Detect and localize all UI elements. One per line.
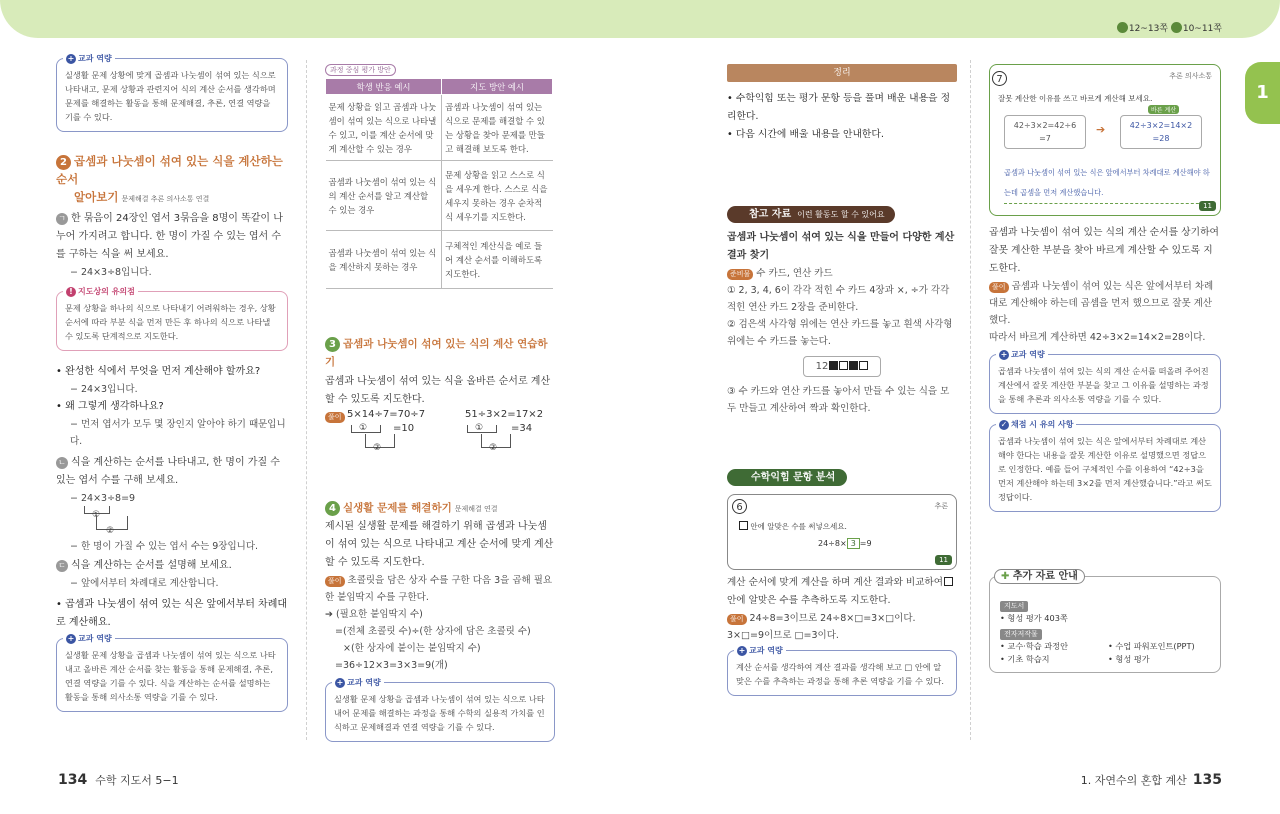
summary-bar: 정리 xyxy=(727,64,957,82)
card-expression: 12 xyxy=(803,356,882,377)
caution-box: ! 지도상의 유의점 문제 상황을 하나의 식으로 나타내기 어려워하는 경우, 상황 순서에 따라 부분 식을 먼저 만든 후 하나의 식으로 나타낼 수 있도록 단계적으로 지도한다. xyxy=(56,291,288,351)
arrow-icon: ➔ xyxy=(1096,123,1106,136)
grading-box: ✓ 채점 시 유의 사항 곱셈과 나눗셈이 섞여 있는 식은 앞에서부터 차례대로 계산해야 한다는 내용을 잘못 계산한 이유로 설명했으면 정답으로 인정한다. 예를 들어 구체적인 수를 이용하여 “42÷3을 먼저 계산해야 하는데 3×2를 먼저 계산했습니다.”라고 써도 정답이다. xyxy=(989,424,1221,512)
eval-tag: 과정 중심 평가 방안 xyxy=(325,64,396,76)
chapter-tab: 1 xyxy=(1245,62,1280,124)
textbook-icon xyxy=(1117,22,1128,33)
middle-column: 과정 중심 평가 방안 학생 반응 예시 지도 방안 예시 문제 상황을 읽고 곱셈과 나눗셈이 섞여 있는 식으로 나타낼 수 있고, 이를 계산 순서에 맞게 계산할 수 있는 경우 곱셈과 나눗셈이 섞여 있는 식으로 문제를 해결할 수 있는 상황을 찾아 문제를 만들고 해결해 보도록 한다. 곱셈과 나눗셈이 섞여 있는 식의 계산 순서를 알고 계산할 수 있는 경우 문제 상황을 읽고 스스로 식을 세우게 한다. 스스로 식을 세우지 못하는 경우 순차적 식 세우기를 지도한다. 곱셈과 나눗셈이 섞여 있는 식을 계산하지 못하는 경우 구체적인 계산식을 예로 들어 계산 순서를 이해하도록 지도한다. 3 곱셈과 나눗셈이 섞여 있는 식의 계산 연습하기 곱셈과 나눗셈이 섞여 있는 식을 올바른 순서로 계산할 수 있도록 지도한다. 풀이 5×14÷7=70÷7 ① =10 ② 51÷3×2=17×2 ① =34 ② 4 실생활 문제를 해결하기 문제해결 연결 제시된 실생활 문제를 해결하기 위해 곱셈과 나눗셈이 섞여 있는 식으로 나타내고 계산 순서에 맞게 계산할 수 있도록 지도한다. 풀이 초콜릿을 담은 상자 수를 구한 다음 3을 곱해 필요한 붙임딱지 수를 구한다. ➔ (필요한 붙임딱지 수) =(전체 초콜릿 수)÷(한 상자에 담은 초콜릿 수) ×(한 상자에 붙이는 붙임딱지 수) =36÷12×3=3×3=9(개) + 교과 역량 실생활 문제 상황을 곱셈과 나눗셈이 섞여 있는 식으로 나타내어 문제를 해결하는 과정을 통해 수학의 실용적 가치를 인식하고 문제해결과 연결 역량을 기를 수 있다. xyxy=(325,64,555,742)
competency-box: + 교과 역량 실생활 문제 상황을 곱셈과 나눗셈이 섞여 있는 식으로 나타내고 올바른 계산 순서를 찾는 활동을 통해 문제해결, 추론, 연결 역량을 기를 수 있다. 식을 계산하는 순서를 설명하는 활동을 통해 의사소통 역량을 기를 수 있다. xyxy=(56,638,288,712)
summary-column: 정리 • 수학익힘 또는 평가 문항 등을 풀며 배운 내용을 정리한다. • 다음 시간에 배울 내용을 안내한다. 참고 자료 이런 활동도 할 수 있어요 곱셈과 나눗셈이 섞여 있는 식을 만들어 다양한 계산 결과 찾기 준비물 수 카드, 연산 카드 ① 2, 3, 4, 6이 각각 적힌 수 카드 4장과 ×, ÷가 각각 적힌 연산 카드 2장을 준비한다. ② 검은색 사각형 위에는 연산 카드를 놓고 흰색 사각형 위에는 수 카드를 놓는다. 12 ③ 수 카드와 연산 카드를 놓아서 만들 수 있는 식을 모두 만들고 계산하여 짝과 확인한다. 수학익힘 문항 분석 6 추론 안에 알맞은 수를 써넣으세요. 24÷8× 3 =9 11 계산 순서에 맞게 계산을 하며 계산 결과와 비교하여 안에 알맞은 수를 추측하도록 지도한다. 풀이 24÷8=3이므로 24÷8×□=3×□이다. 3×□=9이므로 □=3이다. + 교과 역량 계산 순서를 생각하여 계산 결과를 생각해 보고 □ 안에 알맞은 수를 추측하는 과정을 통해 추론 역량을 기를 수 있다. xyxy=(727,64,957,696)
competency-box: + 교과 역량 실생활 문제 상황에 맞게 곱셈과 나눗셈이 섞여 있는 식으로 나타내고, 문제 상황과 관련지어 식의 계산 순서를 생각하며 문제를 해결하는 활동을 통해 문제해결, 추론, 연결 역량을 기를 수 있다. xyxy=(56,58,288,132)
calc-order-diagram: − 24×3÷8=9 ① ② xyxy=(70,493,136,536)
table-row: 곱셈과 나눗셈이 섞여 있는 식을 계산하지 못하는 경우 구체적인 계산식을 예로 들어 계산 순서를 이해하도록 지도한다. xyxy=(326,231,553,289)
problem-7-box: 7 추론 의사소통 잘못 계산한 이유를 쓰고 바르게 계산해 보세요. 42÷3×2=42÷6 =7 ➔ 바른 계산 42÷3×2=14×2 =28 곱셈과 나눗셈이 섞여 있는 식은 앞에서부터 차례대로 계산해야 하는데 곱셈을 먼저 계산했습니다. 11 xyxy=(989,64,1221,216)
competency-box: + 교과 역량 곱셈과 나눗셈이 섞여 있는 식의 계산 순서를 떠올려 주어진 계산에서 잘못 계산한 부분을 찾고 그 이유를 설명하는 과정을 통해 추론과 의사소통 역량을 기를 수 있다. xyxy=(989,354,1221,414)
page-number-left: 134 수학 지도서 5−1 xyxy=(58,772,179,788)
problem-6-box: 6 추론 안에 알맞은 수를 써넣으세요. 24÷8× 3 =9 11 xyxy=(727,494,957,570)
problem-analysis-bar: 수학익힘 문항 분석 xyxy=(727,469,847,486)
evaluation-table: 학생 반응 예시 지도 방안 예시 문제 상황을 읽고 곱셈과 나눗셈이 섞여 있는 식으로 나타낼 수 있고, 이를 계산 순서에 맞게 계산할 수 있는 경우 곱셈과 나눗셈이 섞여 있는 식으로 문제를 해결할 수 있는 상황을 찾아 문제를 만들고 해결해 보도록 한다. 곱셈과 나눗셈이 섞여 있는 식의 계산 순서를 알고 계산할 수 있는 경우 문제 상황을 읽고 스스로 식을 세우게 한다. 스스로 식을 세우지 못하는 경우 순차적 식 세우기를 지도한다. 곱셈과 나눗셈이 섞여 있는 식을 계산하지 못하는 경우 구체적인 계산식을 예로 들어 계산 순서를 이해하도록 지도한다. xyxy=(325,78,553,289)
workbook-icon xyxy=(1171,22,1182,33)
question-b: ㄴ 식을 계산하는 순서를 나타내고, 한 명이 가질 수 있는 엽서 수를 구해 보세요. xyxy=(56,457,280,486)
page-number-right: 1. 자연수의 혼합 계산 135 xyxy=(1080,772,1222,788)
section-2: 2 곱셈과 나눗셈이 섞여 있는 식을 계산하는 순서 알아보기 문제해결 추론 의사소통 연결 xyxy=(56,154,283,204)
left-column: + 교과 역량 실생활 문제 상황에 맞게 곱셈과 나눗셈이 섞여 있는 식으로 나타내고, 문제 상황과 관련지어 식의 계산 순서를 생각하며 문제를 해결하는 활동을 통해 문제해결, 추론, 연결 역량을 기를 수 있다. 2 곱셈과 나눗셈이 섞여 있는 식을 계산하는 순서 알아보기 문제해결 추론 의사소통 연결 ㄱ 한 묶음이 24장인 엽서 3묶음을 8명이 똑같이 나누어 가지려고 합니다. 한 명이 가질 수 있는 엽서 수를 구하는 식을 써 보세요. − 24×3÷8입니다. ! 지도상의 유의점 문제 상황을 하나의 식으로 나타내기 어려워하는 경우, 상황 순서에 따라 부분 식을 먼저 만든 후 하나의 식으로 나타낼 수 있도록 단계적으로 지도한다. • 완성한 식에서 무엇을 먼저 계산해야 할까요? − 24×3입니다. • 왜 그렇게 생각하나요? − 먼저 엽서가 모두 몇 장인지 알아야 하기 때문입니다. ㄴ 식을 계산하는 순서를 나타내고, 한 명이 가질 수 있는 엽서 수를 구해 보세요. − 24×3÷8=9 ① ② − 한 명이 가질 수 있는 엽서 수는 9장입니다. ㄷ 식을 계산하는 순서를 설명해 보세요. − 앞에서부터 차례대로 계산합니다. • 곱셈과 나눗셈이 섞여 있는 식은 앞에서부터 차례대로 계산해요. + 교과 역량 실생활 문제 상황을 곱셈과 나눗셈이 섞여 있는 식으로 나타내고 올바른 계산 순서를 찾는 활동을 통해 문제해결, 추론, 연결 역량을 기를 수 있다. 식을 계산하는 순서를 설명하는 활동을 통해 의사소통 역량을 기를 수 있다. xyxy=(56,58,288,712)
question-c: ㄷ 식을 계산하는 순서를 설명해 보세요. xyxy=(56,557,288,575)
section-3: 3 곱셈과 나눗셈이 섞여 있는 식의 계산 연습하기 xyxy=(325,338,548,368)
right-calc: 42÷3×2=14×2 =28 xyxy=(1120,115,1202,149)
reference-bar: 참고 자료 이런 활동도 할 수 있어요 xyxy=(727,206,895,223)
question-a: ㄱ 한 묶음이 24장인 엽서 3묶음을 8명이 똑같이 나누어 가지려고 합니다. 한 명이 가질 수 있는 엽서 수를 구하는 식을 써 보세요. xyxy=(56,213,283,260)
additional-materials: ✚ 추가 자료 안내 지도서 • 형성 평가 403쪽 전자저작물 • 교수·학습 과정안 • 수업 파워포인트(PPT) • 기초 학습지 • 형성 평가 xyxy=(989,576,1221,673)
wrong-calc: 42÷3×2=42÷6 =7 xyxy=(1004,115,1086,149)
calc-practice: 풀이 5×14÷7=70÷7 ① =10 ② 51÷3×2=17×2 ① =34 ② xyxy=(325,409,555,461)
section-4: 4 실생활 문제를 해결하기 문제해결 연결 xyxy=(325,499,555,518)
page-references: 12~13쪽 10~11쪽 xyxy=(1117,21,1222,34)
column-divider xyxy=(970,60,971,740)
competency-box: + 교과 역량 실생활 문제 상황을 곱셈과 나눗셈이 섞여 있는 식으로 나타내어 문제를 해결하는 과정을 통해 수학의 실용적 가치를 인식하고 문제해결과 연결 역량을 기를 수 있다. xyxy=(325,682,555,742)
column-divider xyxy=(306,60,307,740)
top-band xyxy=(0,0,1280,38)
competency-box: + 교과 역량 계산 순서를 생각하여 계산 결과를 생각해 보고 □ 안에 알맞은 수를 추측하는 과정을 통해 추론 역량을 기를 수 있다. xyxy=(727,650,957,696)
table-row: 곱셈과 나눗셈이 섞여 있는 식의 계산 순서를 알고 계산할 수 있는 경우 문제 상황을 읽고 스스로 식을 세우게 한다. 스스로 식을 세우지 못하는 경우 순차적 식 세우기를 지도한다. xyxy=(326,161,553,231)
table-row: 문제 상황을 읽고 곱셈과 나눗셈이 섞여 있는 식으로 나타낼 수 있고, 이를 계산 순서에 맞게 계산할 수 있는 경우 곱셈과 나눗셈이 섞여 있는 식으로 문제를 해결할 수 있는 상황을 찾아 문제를 만들고 해결해 보도록 한다. xyxy=(326,95,553,161)
problem-7-column: 7 추론 의사소통 잘못 계산한 이유를 쓰고 바르게 계산해 보세요. 42÷3×2=42÷6 =7 ➔ 바른 계산 42÷3×2=14×2 =28 곱셈과 나눗셈이 섞여 있는 식은 앞에서부터 차례대로 계산해야 하는데 곱셈을 먼저 계산했습니다. 11 곱셈과 나눗셈이 섞여 있는 식의 계산 순서를 상기하여 잘못 계산한 부분을 찾아 바르게 계산할 수 있도록 지도한다. 풀이 곱셈과 나눗셈이 섞여 있는 식은 앞에서부터 차례대로 계산해야 하는데 곱셈을 먼저 했으므로 잘못 계산했다. 따라서 바르게 계산하면 42÷3×2=14×2=28이다. + 교과 역량 곱셈과 나눗셈이 섞여 있는 식의 계산 순서를 떠올려 주어진 계산에서 잘못 계산한 부분을 찾고 그 이유를 설명하는 과정을 통해 추론과 의사소통 역량을 기를 수 있다. ✓ 채점 시 유의 사항 곱셈과 나눗셈이 섞여 있는 식은 앞에서부터 차례대로 계산해야 한다는 내용을 잘못 계산한 이유로 설명했으면 정답으로 인정한다. 예를 들어 구체적인 수를 이용하여 “42÷3을 먼저 계산해야 하는데 3×2를 먼저 계산했습니다.”라고 써도 정답이다. ✚ 추가 자료 안내 지도서 • 형성 평가 403쪽 전자저작물 • 교수·학습 과정안 • 수업 파워포인트(PPT) • 기초 학습지 • 형성 평가 xyxy=(989,64,1221,673)
